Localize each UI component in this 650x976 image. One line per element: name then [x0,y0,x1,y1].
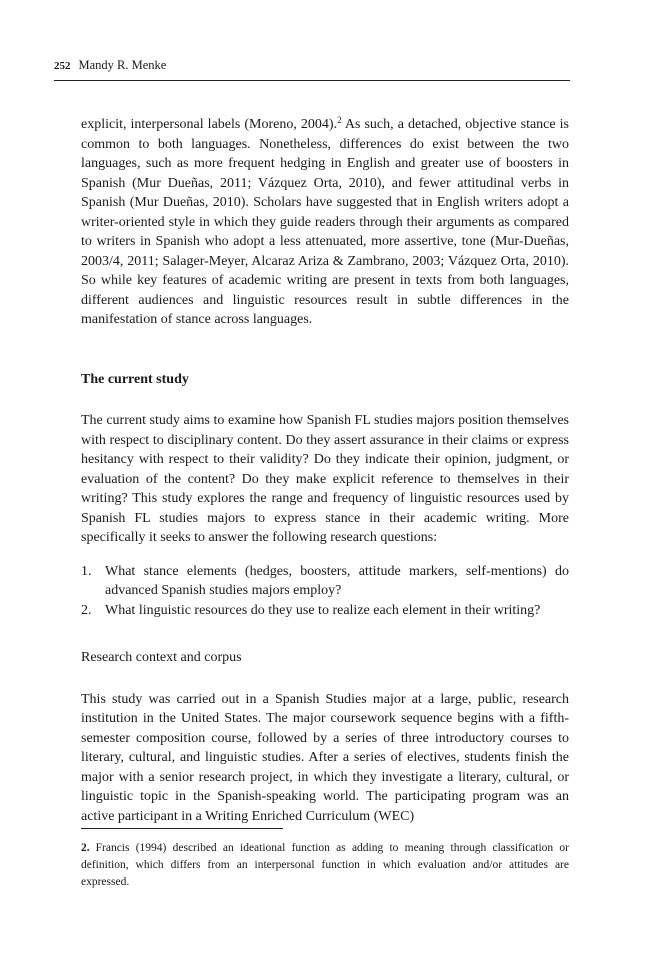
footnote-divider [81,828,283,829]
list-item [81,601,569,621]
footnote-ref[interactable]: 2 [337,115,342,125]
footnote [81,840,569,891]
paragraph-intro-rest: As such, a detached, objective stance is common to both languages. Nonetheless, differences do exist between the two languages, such as more frequent hedging in English and greater use of boosters in Spanish (Mur Dueñas, 2011; Vázquez Orta, 2010), and fewer attitudinal verbs in Spanish (Mur Dueñas, 2010). Scholars have suggested that in English writers adopt a writer-oriented style in which they guide readers through their arguments as compared to writers in Spanish who adopt a less attenuated, more assertive, tone (Mur-Dueñas, 2003/4, 2011; Salager-Meyer, Alcaraz Ariza & Zambrano, 2003; Vázquez Orta, 2010). So while key features of academic writing are present in texts from both languages, different audiences and linguistic resources result in subtle differences in the manifestation of stance across languages. [81,117,569,327]
list-item-text: What stance elements (hedges, boosters, attitude markers, self-mentions) do advanced Spanish studies majors employ? [105,563,569,598]
footnote-number: 2. [81,842,90,854]
running-header [54,58,570,81]
footnote-text: Francis (1994) described an ideational function as adding to meaning through classification or definition, which differs from an interpersonal function in which evaluation and/or attitudes are expressed. [81,842,569,888]
section-heading-current-study: The current study [81,371,189,387]
subsection-heading-research-context: Research context and corpus [81,650,242,665]
list-item-number: 1. [81,563,92,579]
paragraph-research-context: This study was carried out in a Spanish Studies major at a large, public, research institution in the United States. The major coursework sequence begins with a fifth-semester composition course, followed by a series of three introductory courses to literary, cultural, and linguistic studies. After a series of electives, students finish the major with a senior research project, in which they investigate a literary, cultural, or linguistic topic in the Spanish-speaking world. The participating program was an active participant in a Writing Enriched Curriculum (WEC) [81,691,569,824]
paragraph-current-study: The current study aims to examine how Spanish FL studies majors position themselves with respect to disciplinary content. Do they assert assurance in their claims or express hesitancy with respect to their validity? Do they indicate their opinion, judgment, or evaluation of the content? Do they make explicit reference to themselves in their writing? This study explores the range and frequency of linguistic resources used by Spanish FL studies majors to express stance in their academic writing. More specifically it seeks to answer the following research questions: [81,413,569,545]
page-number: 252 [54,60,71,72]
list-item-text: What linguistic resources do they use to realize each element in their writing? [105,602,541,618]
paragraph-intro [81,115,569,330]
paragraph-intro-start: explicit, interpersonal labels (Moreno, 2004). [81,117,338,132]
list-item-number: 2. [81,602,92,618]
running-author: Mandy R. Menke [78,58,167,72]
main-text [81,115,569,826]
list-item [81,562,569,601]
research-questions-list [81,562,569,621]
